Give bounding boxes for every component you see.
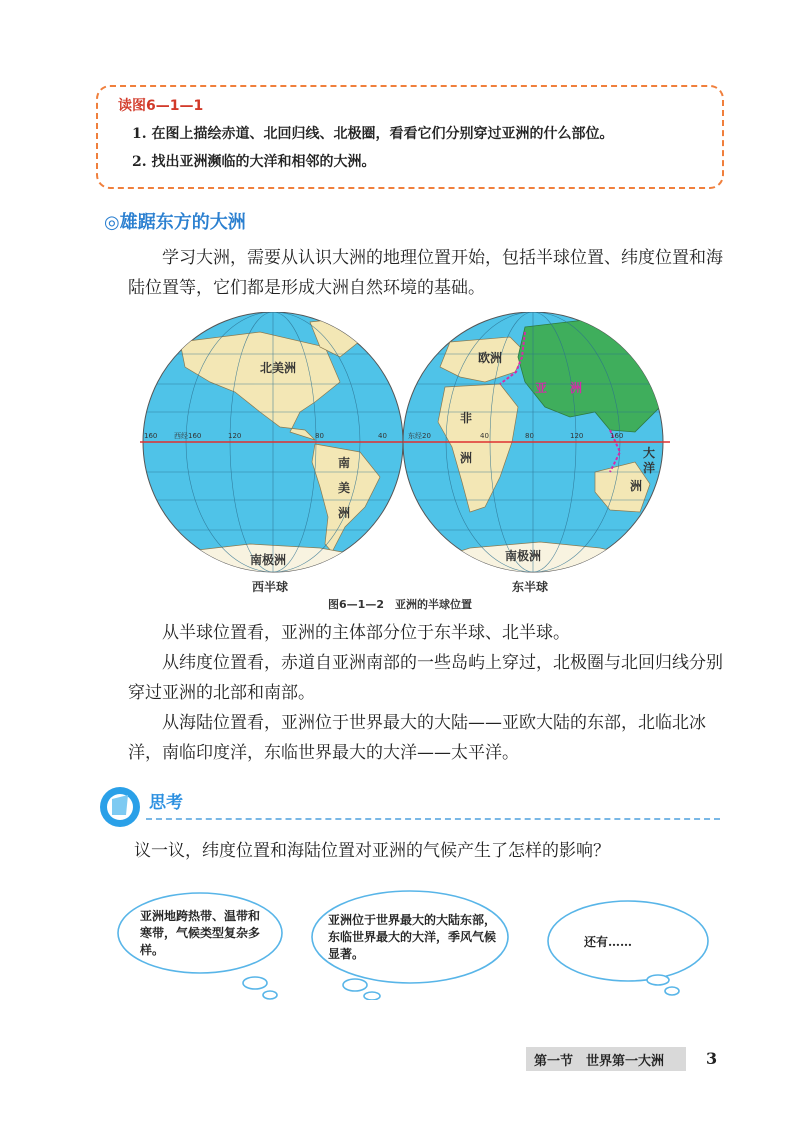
label-europe: 欧洲 [478,351,503,365]
label-oceania-3: 洲 [630,479,643,493]
label-south-2: 美 [338,481,351,495]
think-title: 思考 [149,793,183,813]
bubble-2-text: 亚洲位于世界最大的大陆东部，东临世界最大的大洋，季风气候显著。 [328,913,497,961]
think-divider [146,818,720,820]
label-oceania-1: 大 [643,446,656,460]
reading-box [96,85,724,189]
lon-w-40: 40 [378,432,387,440]
paragraph-latitude: 从纬度位置看，赤道自亚洲南部的一些岛屿上穿过，北极圈与北回归线分别穿过亚洲的北部和南部。 [128,653,723,703]
think-icon [98,785,142,829]
lon-e-120: 120 [570,432,584,440]
figure-caption: 图6—1—2 亚洲的半球位置 [328,598,472,611]
label-asia-1: 亚 [535,381,548,395]
label-africa-1: 非 [460,411,473,425]
intro-paragraph: 学习大洲，需要从认识大洲的地理位置开始，包括半球位置、纬度位置和海陆位置等，它们都是形成大洲自然环境的基础。 [128,248,723,298]
lon-e-80: 80 [525,432,534,440]
reading-item-2: 2. 找出亚洲濒临的大洋和相邻的大洲。 [132,154,376,170]
lon-w-160-text: 西经160 [174,432,202,440]
label-asia-2: 洲 [570,381,583,395]
east-hemisphere-label: 东半球 [512,580,549,594]
lon-e-20: 东经20 [408,432,431,440]
page-number: 3 [706,1049,718,1068]
section-title: ◎雄踞东方的大洲 [104,212,246,233]
bubble-1-text: 亚洲地跨热带、温带和寒带，气候类型复杂多样。 [140,909,261,957]
lon-w-120: 120 [228,432,242,440]
label-antarctica-west: 南极洲 [250,553,287,567]
label-oceania-2: 洋 [643,461,656,475]
label-africa-2: 洲 [460,451,473,465]
label-antarctica-east: 南极洲 [505,549,542,563]
label-south-3: 洲 [338,506,351,520]
bubble-3-text: 还有…… [584,935,633,949]
label-north-america: 北美洲 [260,361,297,375]
western-hemisphere-map [140,312,406,582]
lon-w-80: 80 [315,432,324,440]
lon-e-40: 40 [480,432,489,440]
paragraph-sea-land: 从海陆位置看，亚洲位于世界最大的大陆——亚欧大陆的东部，北临北冰洋，南临印度洋，东临世界最大的大洋——太平洋。 [128,713,706,763]
discussion-question: 议一议，纬度位置和海陆位置对亚洲的气候产生了怎样的影响？ [134,841,610,861]
label-south-1: 南 [338,456,351,470]
west-hemisphere-label: 西半球 [252,580,289,594]
eastern-hemisphere-map [403,312,670,582]
reading-box-title: 读图6—1—1 [118,98,204,114]
lon-e-160: 160 [610,432,624,440]
reading-item-1: 1. 在图上描绘赤道、北回归线、北极圈，看看它们分别穿过亚洲的什么部位。 [132,126,614,142]
footer-chapter: 第一节 世界第一大洲 [534,1054,665,1069]
paragraph-hemisphere: 从半球位置看，亚洲的主体部分位于东半球、北半球。 [162,623,570,643]
hemisphere-maps [140,312,670,597]
lon-w-160: 160 [144,432,158,440]
